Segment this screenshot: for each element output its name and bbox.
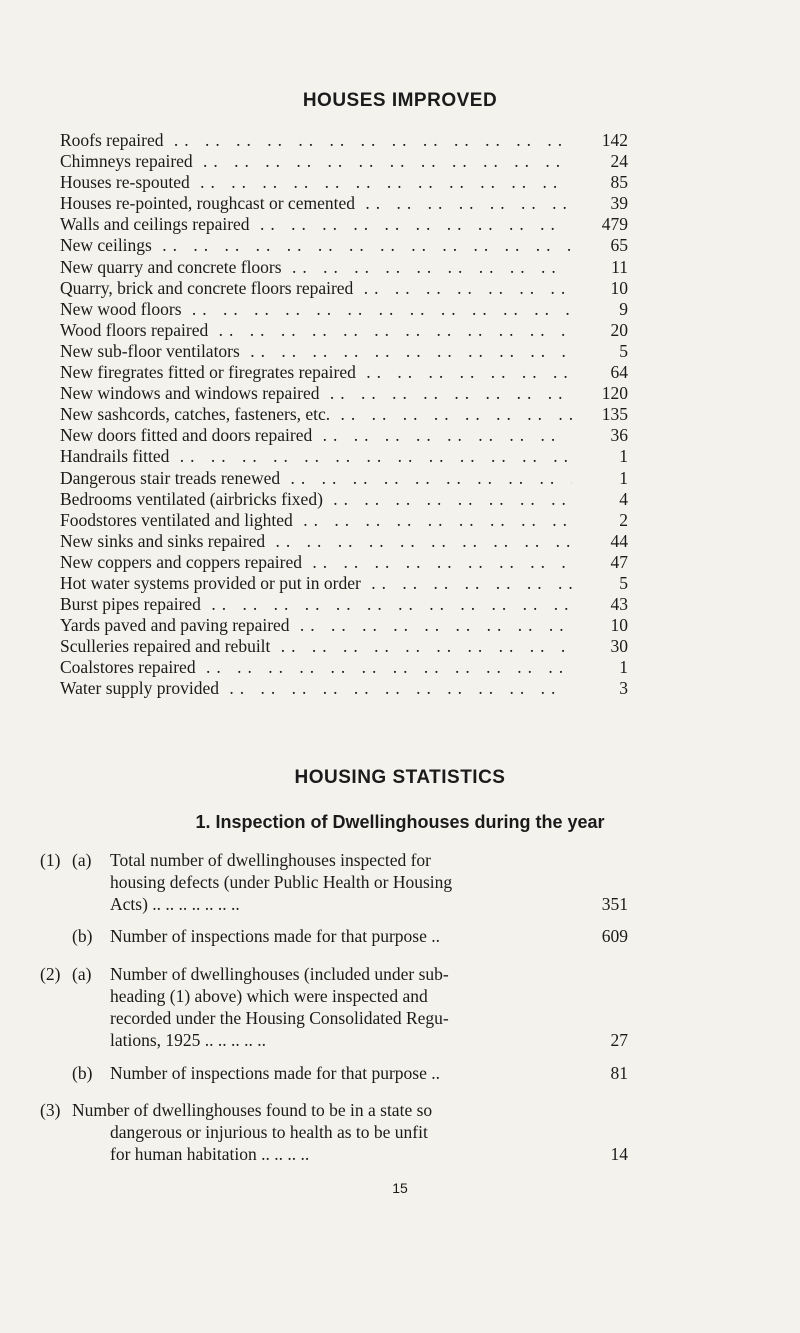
item-number: (3) — [40, 1100, 61, 1120]
list-item: Coalstores repaired .. .. 1 — [60, 657, 628, 678]
item-letter: (b) — [72, 926, 93, 946]
list-item: New firegrates fitted or firegrates repaired .. .. 64 — [60, 362, 628, 383]
item-letter: (a) — [72, 850, 92, 870]
stat-text-line: housing defects (under Public Health or Housing — [110, 872, 453, 892]
stat-text-line: heading (1) above) which were inspected and — [110, 986, 428, 1006]
list-item: New sub-floor ventilators .. .. 5 — [60, 341, 628, 362]
list-item: Quarry, brick and concrete floors repaired .. .. 10 — [60, 278, 628, 299]
stat-value: 81 — [610, 1063, 628, 1083]
houses-improved-list — [60, 130, 628, 700]
list-item: Dangerous stair treads renewed .. .. 1 — [60, 468, 628, 489]
stat-text-line: lations, 1925 .. .. .. .. .. — [110, 1030, 267, 1050]
stat-text-line: Number of inspections made for that purpose .. — [110, 926, 440, 946]
list-item: Roofs repaired .. .. 142 — [60, 130, 628, 151]
item-letter: (b) — [72, 1063, 93, 1083]
stat-value: 609 — [601, 926, 628, 946]
stat-value: 351 — [601, 894, 628, 914]
list-item: Houses re-pointed, roughcast or cemented .. .. 39 — [60, 193, 628, 214]
list-item: Burst pipes repaired .. .. 43 — [60, 594, 628, 615]
item-number: (2) — [40, 964, 61, 984]
stat-value: 14 — [610, 1144, 628, 1164]
page-number: 15 — [392, 1180, 408, 1196]
stat-text-line: recorded under the Housing Consolidated Regu- — [110, 1008, 449, 1028]
list-item: Foodstores ventilated and lighted .. .. 2 — [60, 510, 628, 531]
list-item: New windows and windows repaired .. .. 120 — [60, 383, 628, 404]
stat-text-line: Number of dwellinghouses (included under sub- — [110, 964, 449, 984]
list-item: New wood floors .. .. 9 — [60, 299, 628, 320]
item-number: (1) — [40, 850, 61, 870]
stat-text-line: for human habitation .. .. .. .. — [110, 1144, 310, 1164]
list-item: Water supply provided .. .. 3 — [60, 678, 628, 699]
list-item: Yards paved and paving repaired .. .. 10 — [60, 615, 628, 636]
stat-text-line: Number of dwellinghouses found to be in a state so — [72, 1100, 433, 1120]
list-item: New coppers and coppers repaired .. .. 47 — [60, 552, 628, 573]
list-item: Walls and ceilings repaired .. .. 479 — [60, 214, 628, 235]
stat-text-line: dangerous or injurious to health as to be unfit — [110, 1122, 428, 1142]
stat-text-line: Acts) .. .. .. .. .. .. .. — [110, 894, 240, 914]
list-item: Chimneys repaired .. .. 24 — [60, 151, 628, 172]
inspection-subtitle: 1. Inspection of Dwellinghouses during the year — [195, 812, 605, 832]
list-item: Hot water systems provided or put in order .. .. 5 — [60, 573, 628, 594]
stat-text-line: Number of inspections made for that purpose .. — [110, 1063, 440, 1083]
list-item: Bedrooms ventilated (airbricks fixed) .. .. 4 — [60, 489, 628, 510]
item-letter: (a) — [72, 964, 92, 984]
list-item: New quarry and concrete floors .. .. 11 — [60, 257, 628, 278]
list-item: New sashcords, catches, fasteners, etc. .. .. 135 — [60, 404, 628, 425]
list-item: New sinks and sinks repaired .. .. 44 — [60, 531, 628, 552]
housing-statistics-title: HOUSING STATISTICS — [294, 767, 506, 788]
houses-improved-title: HOUSES IMPROVED — [302, 90, 498, 111]
stat-text-line: Total number of dwellinghouses inspected for — [110, 850, 431, 870]
list-item: Wood floors repaired .. .. 20 — [60, 320, 628, 341]
list-item: New ceilings .. .. 65 — [60, 235, 628, 256]
list-item: Handrails fitted .. .. 1 — [60, 446, 628, 467]
list-item: Houses re-spouted .. .. 85 — [60, 172, 628, 193]
list-item: Sculleries repaired and rebuilt .. .. 30 — [60, 636, 628, 657]
stat-value: 27 — [610, 1030, 628, 1050]
list-item: New doors fitted and doors repaired .. .. 36 — [60, 425, 628, 446]
